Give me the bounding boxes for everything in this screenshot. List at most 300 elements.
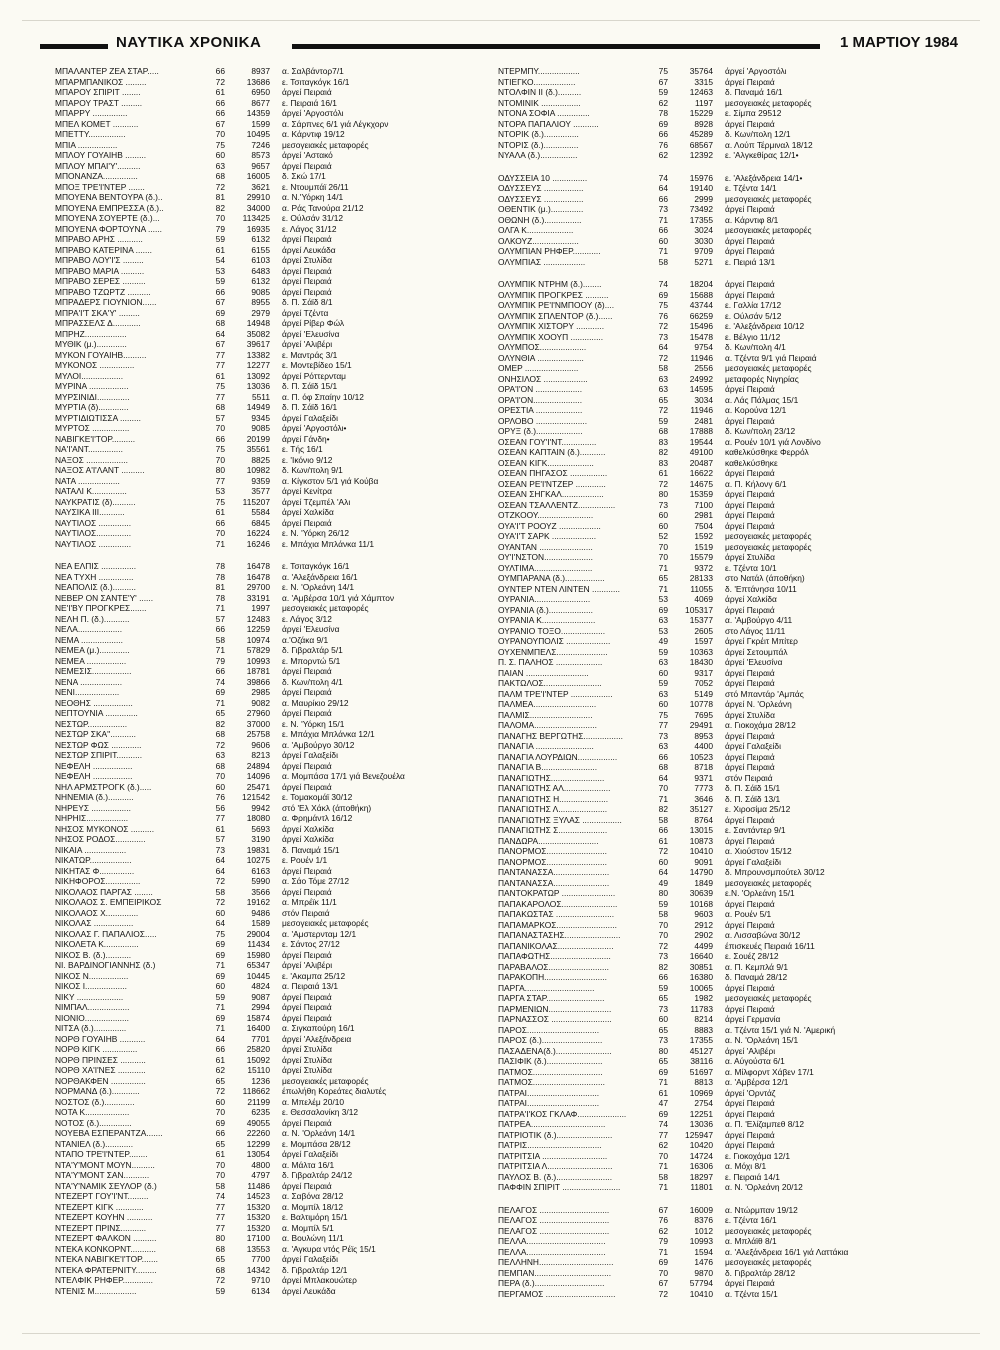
ship-name: ΝΕΜΕΑ (μ.)............. [55,645,130,655]
ship-year: 70 [215,528,225,538]
ship-row [498,878,943,889]
ship-row [55,245,500,256]
ship-tonnage: 7246 [251,139,270,150]
ship-tonnage: 35764 [689,66,713,76]
ship-status: μεσογειακές μεταφορές [725,993,812,1003]
ship-status: άργεί Γερμανία [725,1014,781,1024]
ship-tonnage: 49055 [246,1117,270,1128]
ship-name: ΝΕΛΑ................... [55,624,123,634]
left-column [55,66,500,1308]
ship-status: άργεί Πειραιά [282,276,332,286]
ship-row [498,353,943,364]
ship-status: μεσογειακές μεταφορές [725,531,812,541]
ship-status: α. Π. Κήλονγ 6/1 [725,478,787,489]
ship-year: 73 [215,844,225,855]
ship-row [498,741,943,752]
ship-status: α. Π. Κεμπλά 9/1 [725,961,788,972]
ship-name: ΝΟΡΜΑΝΔ (δ.)............ [55,1086,140,1096]
ship-tonnage: 16009 [689,1204,713,1215]
ship-status: α. 'Αμβούργο 30/12 [282,739,355,750]
ship-name: ΝΗΛ ΑΡΜΣΤΡΟΓΚ (δ.)..... [55,781,152,792]
ship-row [55,887,500,898]
ship-name: ΟΡΥΞ (δ.).................... [498,426,583,436]
ship-name: ΟΛΥΜΠΟΣ.................... [498,342,587,352]
ship-row [55,1055,500,1066]
ship-name: ΝΑ'Ι'ΑΝΤ............... [55,444,123,454]
ship-year: 61 [215,244,225,255]
ship-name: ΜΠΡΑΒΟ ΤΖΩΡΤΖ .......... [55,286,151,297]
ship-status: άργεί Πειραιά [282,760,332,771]
ship-tonnage: 6134 [251,1285,270,1296]
ship-row [498,668,943,679]
ship-year: 54 [215,255,225,265]
ship-year: 74 [215,1191,225,1201]
ship-name: ΝΕΑ ΤΥΧΗ ............... [55,571,134,582]
ship-tonnage: 35082 [246,328,270,339]
ship-name: ΜΠΡΑΒΟ ΜΑΡΙΑ .......... [55,265,145,276]
ship-row [55,402,500,413]
ship-tonnage: 9091 [694,856,713,867]
ship-tonnage: 5584 [251,507,270,517]
ship-tonnage: 57794 [689,1278,713,1288]
ship-name: ΠΑΝΑΓΙΑ ......................... [498,741,594,751]
ship-row [55,444,500,455]
ship-name: ΝΑΤΑ .................. [55,475,120,486]
ship-status: α. Ρουέν 10/1 γιά Λονδίνο [725,436,821,447]
ship-name: ΠΑΙΑΝ ........................... [498,667,589,678]
ship-status: άργεί Πειραιά [725,730,775,741]
ship-status: α. 'Αμβέρσα 12/1 [725,1077,789,1087]
ship-tonnage: 15320 [246,1212,270,1222]
ship-year: 65 [215,708,225,718]
ship-name: ΝΟΤΟΣ (δ.).............. [55,1117,132,1128]
ship-tonnage: 113425 [242,213,270,223]
ship-year: 68 [215,1243,225,1254]
ship-tonnage: 2912 [694,919,713,930]
ship-status: άργεί Πειραιά [725,835,775,846]
ship-tonnage: 8213 [251,750,270,760]
ship-status: άργεί Πειραιά [282,781,332,792]
ship-year: 60 [658,235,668,246]
ship-status: α. Μπελέμ 20/10 [282,1096,345,1107]
ship-status: α. Γιοκοχάμα 28/12 [725,720,796,730]
ship-row [55,339,500,350]
ship-year: 82 [215,718,225,729]
ship-name: ΝΑΥΤΙΛΟΣ .............. [55,517,132,528]
ship-name: ΟΔΥΣΣΕΙΑ 10 ............... [498,172,588,183]
ship-year: 63 [658,615,668,625]
ship-tonnage: 22260 [246,1128,270,1138]
ship-row [55,656,500,667]
ship-row [55,1002,500,1013]
ship-row [498,825,943,836]
ship-status: μεσογειακές μεταφορές [725,363,812,373]
ship-tonnage: 18204 [689,279,713,289]
ship-year: 71 [215,538,225,549]
ship-tonnage: 25471 [246,781,270,792]
ship-row [55,423,500,434]
ship-status: ε. Ν. 'Ορλεάνη 14/1 [282,582,355,592]
ship-year: 66 [215,97,225,108]
ship-tonnage: 9486 [251,907,270,918]
ship-year: 66 [658,193,668,204]
ship-list-block [55,66,500,549]
ship-row [55,287,500,298]
ship-name: ΟΡΑ'Ι'ΟΝ..................... [498,394,583,405]
ship-tonnage: 10420 [689,1140,713,1150]
ship-name: ΟΥΡΑΝΙΑ Κ....................... [498,615,596,625]
ship-name: ΝΕΒΕΡ ΟΝ ΣΑΝΤΕ'Υ' ...... [55,592,154,603]
ship-tonnage: 18781 [246,666,270,676]
ship-row [55,1086,500,1097]
ship-row [55,1128,500,1139]
ship-name: ΠΑΚΤΩΛΟΣ......................... [498,678,602,688]
ship-status: ε. Τσιταγκόγκ 16/1 [282,561,350,571]
ship-year: 60 [215,781,225,792]
ship-year: 72 [215,1275,225,1285]
ship-name: ΝΤΕΚΑ ΝΑΒΙΓΚΕ'Ι'ΤΟΡ....... [55,1254,158,1264]
ship-status: ε. Χιροσίμα 25/12 [725,804,791,814]
ship-status: ε. Σαντάντερ 9/1 [725,825,786,835]
ship-tonnage: 11434 [247,939,270,949]
ship-row [498,257,943,268]
ship-year: 72 [215,1086,225,1096]
ship-row [55,603,500,614]
ship-year: 78 [215,592,225,603]
ship-tonnage: 13092 [246,370,270,381]
ship-row [498,183,943,194]
ship-year: 73 [658,204,668,214]
ship-year: 75 [215,496,225,507]
ship-year: 77 [215,1212,225,1222]
ship-year: 72 [658,940,668,951]
ship-name: ΠΑΝΑΓΙΩΤΗΣ Σ..................... [498,825,608,835]
ship-row [55,624,500,635]
ship-year: 65 [215,1254,225,1264]
ship-tonnage: 4069 [694,594,713,604]
ship-year: 65 [658,573,668,583]
ship-tonnage: 14096 [246,771,270,781]
ship-name: ΠΑΝΑΓΙΩΤΗΣ ΞΥΛΑΣ ................. [498,814,622,825]
ship-status: άργεί Στυλίδα [282,255,332,265]
ship-year: 77 [215,813,225,823]
ship-status: α.'Οζάκα 9/1 [282,634,329,645]
ship-status: α. Ντώρμπαν 19/12 [725,1204,798,1215]
ship-status: άργεί 'Αργοστόλι• [282,423,347,433]
ship-year: 58 [215,634,225,645]
ship-name: ΝΗΣΟΣ ΜΥΚΟΝΟΣ .......... [55,823,155,834]
ship-year: 71 [215,603,225,613]
ship-name: ΝΙΚΗΦΟΡΟΣ............... [55,876,141,886]
ship-row [498,426,943,437]
ship-year: 70 [215,771,225,781]
ship-tonnage: 14948 [246,318,270,328]
ship-year: 58 [658,814,668,825]
ship-year: 76 [215,792,225,802]
ship-tonnage: 10410 [689,1288,713,1299]
ship-year: 61 [215,1149,225,1159]
ship-row [55,98,500,109]
ship-row [498,1278,943,1289]
ship-row [498,909,943,920]
ship-name: ΜΥΚΟΝ ΓΟΥΑΙΗΒ.......... [55,349,147,360]
ship-tonnage: 2902 [694,930,713,940]
ship-row [55,761,500,772]
ship-name: ΝΕΟΘΗΣ ................. [55,697,133,708]
ship-year: 70 [215,1107,225,1117]
ship-row [55,855,500,866]
ship-status: δ. Κων/πολη 23/12 [725,426,796,436]
ship-status: μεσογειακές μεταφορές [725,1225,812,1236]
ship-row [498,204,943,215]
ship-status: μεσογειακές μεταφορές [725,193,812,204]
ship-name: ΠΑΠΑΝΑΣΤΑΣΗΣ........................ [498,930,621,940]
ship-name: ΝΙΚΥ .................... [55,991,124,1002]
ship-row [55,255,500,266]
ship-name: ΟΛΥΜΠΙΚ ΣΠΛΕΝΤΟΡ (δ.)...... [498,310,613,321]
ship-year: 69 [215,1012,225,1023]
ship-tonnage: 2605 [694,625,713,636]
ship-year: 66 [658,225,668,235]
ship-tonnage: 10778 [689,699,713,709]
ship-name: ΝΕΜΑ .................. [55,634,123,645]
ship-status: άργεί Πειραιά [725,235,775,246]
ship-name: ΠΑΠΑΝΙΚΟΛΑΣ........................ [498,940,614,951]
ship-name: ΜΠΡΑΣΣΕΛΣ Δ............ [55,318,141,328]
header-rule-left [40,44,108,49]
ship-tonnage: 13015 [689,825,713,835]
ship-status: δ. Π. Σάϊδ 15/1 [282,381,338,391]
ship-row [498,374,943,385]
ship-name: ΝΕΑ ΕΛΠΙΣ ............... [55,561,137,571]
ship-status: στο Νατάλ (άποθήκη) [725,573,805,583]
ship-status: α. Βουλώνη 11/1 [282,1233,344,1243]
ship-year: 47 [658,1098,668,1108]
ship-tonnage: 14790 [689,867,713,877]
ship-tonnage: 14595 [689,384,713,394]
ship-year: 77 [215,475,225,486]
ship-status: μεσογειακές μεταφορές [725,877,812,888]
ship-name: ΝΙΚΟΣ Ι.................. [55,981,127,991]
ship-tonnage: 11801 [690,1182,713,1192]
ship-row [498,1205,943,1216]
ship-year: 66 [215,1044,225,1054]
ship-row [55,918,500,929]
ship-year: 52 [658,531,668,541]
ship-row [498,983,943,994]
ship-tonnage: 12251 [689,1108,713,1119]
ship-status: α. Μίλφορντ Χάβεν 17/1 [725,1066,814,1077]
ship-status: άργεί Πειραιά [282,865,332,876]
ship-name: ΝΙΜΠΑΛ.................. [55,1002,130,1012]
ship-row [55,413,500,424]
ship-row [55,318,500,329]
ship-status: άργεί Πειραιά [282,666,332,676]
ship-tonnage: 7701 [251,1033,270,1044]
ship-name: ΟΘΩΝΗ (δ.)................ [498,214,582,225]
ship-name: ΝΤΟΡΑ ΠΑΠΑΛΙΟΥ ........... [498,118,599,129]
ship-status: ε. Μπάχια Μπλάνκα 11/1 [282,538,375,549]
ship-tonnage: 8376 [694,1215,713,1225]
ship-name: ΝΤΕΚΑ ΦΡΑΤΕΡΝΙΤΥ......... [55,1264,157,1275]
ship-name: ΠΑΝΑΓΙΑ ΛΟΥΡΔΙΩΝ................. [498,751,618,762]
ship-name: ΟΛΥΜΠΙΑΣ .................. [498,256,586,267]
ship-row [55,1202,500,1213]
ship-name: ΠΑΡΓΑ ΣΤΑΡ......................... [498,993,605,1003]
ship-row [498,342,943,353]
ship-status: άργεί 'Ελευσίνα [725,657,783,667]
ship-year: 74 [658,279,668,289]
ship-row [55,750,500,761]
ship-row [498,1035,943,1046]
ship-status: άργεί Πειραιά [725,499,775,510]
ship-status: έπισκευές Πειραιά 16/11 [725,940,815,951]
ship-year: 65 [215,1138,225,1149]
ship-tonnage: 11783 [690,1003,713,1014]
ship-year: 66 [215,1128,225,1138]
ship-year: 53 [658,625,668,636]
ship-tonnage: 29491 [689,720,713,730]
ship-name: ΟΡΑ'Ι'ΟΝ .................... [498,384,583,394]
ship-tonnage: 73492 [689,204,713,214]
ship-year: 58 [658,256,668,267]
ship-row [498,899,943,910]
ship-year: 61 [215,507,225,517]
ship-year: 68 [215,318,225,328]
ship-name: ΠΑΠΑΦΩΤΗΣ.......................... [498,951,611,961]
ship-status: άργεί Πειραιά [725,520,775,531]
ship-row [498,542,943,553]
ship-tonnage: 7700 [251,1254,270,1264]
ship-name: ΝΙΚΟΛΑΟΣ Σ. ΕΜΠΕΙΡΙΚΟΣ [55,897,162,907]
ship-tonnage: 9359 [251,475,270,486]
ship-year: 75 [215,139,225,150]
ship-row [498,500,943,511]
ship-status: α. 'Αγκυρα ντός Ρέϊς 15/1 [282,1243,376,1254]
ship-name: ΟΣΕΑΝ ΚΑΠΤΑΙΝ (δ.)........... [498,447,606,457]
ship-row [498,867,943,878]
ship-status: ε. Μπορντώ 5/1 [282,655,341,666]
ship-row [55,708,500,719]
ship-tonnage: 15579 [689,552,713,562]
ship-row [498,1268,943,1279]
ship-name: ΝΙΤΣΑ (δ.).............. [55,1023,127,1033]
ship-year: 60 [658,856,668,867]
ship-row [498,1226,943,1237]
ship-row [55,297,500,308]
ship-tonnage: 15976 [689,172,713,183]
ship-tonnage: 45289 [689,129,713,139]
ship-tonnage: 7504 [694,520,713,531]
ship-status: ε. 'Ικόνιο 9/12 [282,454,333,465]
ship-status: άργεί Γαλαξείδι [282,412,338,423]
ship-status: άργεί Γαλαξείδι [282,750,338,760]
ship-row [55,192,500,203]
ship-name: ΜΠΕΤΤΥ................ [55,129,126,139]
ship-name: ΠΑΝΤΑΝΑΣΣΑ........................ [498,877,610,888]
ship-name: ΠΑΤΡΕΑ................................ [498,1119,606,1129]
ship-name: ΜΥΡΙΝΑ ................. [55,381,129,391]
ship-status: άργεί Πειραιά [725,1108,775,1119]
ship-tonnage: 16005 [246,171,270,181]
ship-status: άργεί Πειραιά [725,246,775,256]
ship-tonnage: 9085 [251,423,270,433]
ship-year: 65 [658,1056,668,1066]
ship-name: ΠΑΥΛΟΣ Β. (δ.)........................ [498,1171,613,1182]
ship-tonnage: 9603 [694,909,713,919]
ship-status: ε. Τζέντα 16/1 [725,1215,777,1225]
ship-row [55,266,500,277]
ship-year: 66 [658,751,668,762]
ship-year: 69 [215,307,225,318]
ship-row [498,552,943,563]
ship-tonnage: 4797 [251,1170,270,1180]
ship-name: ΜΠΡΑΒΟ ΑΡΗΣ ........... [55,234,143,244]
ship-status: α. Ν.'Υόρκη 14/1 [282,192,344,202]
ship-tonnage: 9870 [694,1267,713,1278]
ship-name: ΜΠΡΑ'Ι'Τ ΣΚΑ'Υ' ......... [55,307,140,318]
ship-status: α. Κάρντιφ 8/1 [725,214,779,225]
ship-status: άργεί Χαλκίδα [282,823,334,834]
ship-row [55,507,500,518]
ship-year: 61 [215,87,225,97]
ship-status: άργεί Στυλίδα [282,1065,332,1075]
ship-tonnage: 14724 [689,1150,713,1161]
ship-tonnage: 14675 [689,478,713,489]
ship-tonnage: 10974 [246,634,270,645]
ship-tonnage: 19831 [246,844,270,855]
ship-tonnage: 19140 [689,183,713,193]
ship-status: άργεί Πειραιά [725,289,775,300]
ship-year: 76 [658,1215,668,1225]
ship-year: 78 [658,108,668,118]
ship-year: 82 [658,447,668,457]
ship-year: 75 [658,66,668,76]
ship-tonnage: 18297 [689,1171,713,1182]
ship-tonnage: 1476 [694,1257,713,1267]
ship-row [55,866,500,877]
ship-tonnage: 66259 [689,310,713,321]
ship-status: α. Ρουέν 5/1 [725,909,772,919]
ship-year: 63 [658,741,668,751]
ship-year: 59 [215,234,225,244]
ship-tonnage: 15110 [247,1065,270,1075]
ship-row [55,350,500,361]
ship-row [498,108,943,119]
ship-tonnage: 28133 [689,573,713,583]
ship-row [55,939,500,950]
ship-row [498,1236,943,1247]
ship-tonnage: 1592 [694,531,713,541]
ship-row [498,815,943,826]
ship-status: άργεί Πειραιά [725,814,775,825]
ship-tonnage: 8955 [251,297,270,307]
ship-row [55,360,500,371]
ship-year: 69 [215,970,225,981]
ship-tonnage: 2985 [251,687,270,697]
ship-year: 60 [215,907,225,918]
ship-status: ε. 'Αλεξάνδρεια 14/1• [725,172,803,183]
ship-row [498,1088,943,1099]
ship-name: ΝΕΑΠΟΛΙΣ (δ.).......... [55,582,136,592]
ship-status: καθελκύσθηκε Φερρόλ [725,447,809,457]
ship-status: ε.Ν. 'Ορλεάνη 15/1 [725,888,795,898]
ship-name: ΠΑΤΡΑΙ............................... [498,1098,600,1108]
ship-status: άργεί Πειραιά [725,751,775,762]
ship-status: ε. Τζέντα 14/1 [725,183,777,193]
ship-tonnage: 43744 [689,300,713,310]
ship-row [498,752,943,763]
